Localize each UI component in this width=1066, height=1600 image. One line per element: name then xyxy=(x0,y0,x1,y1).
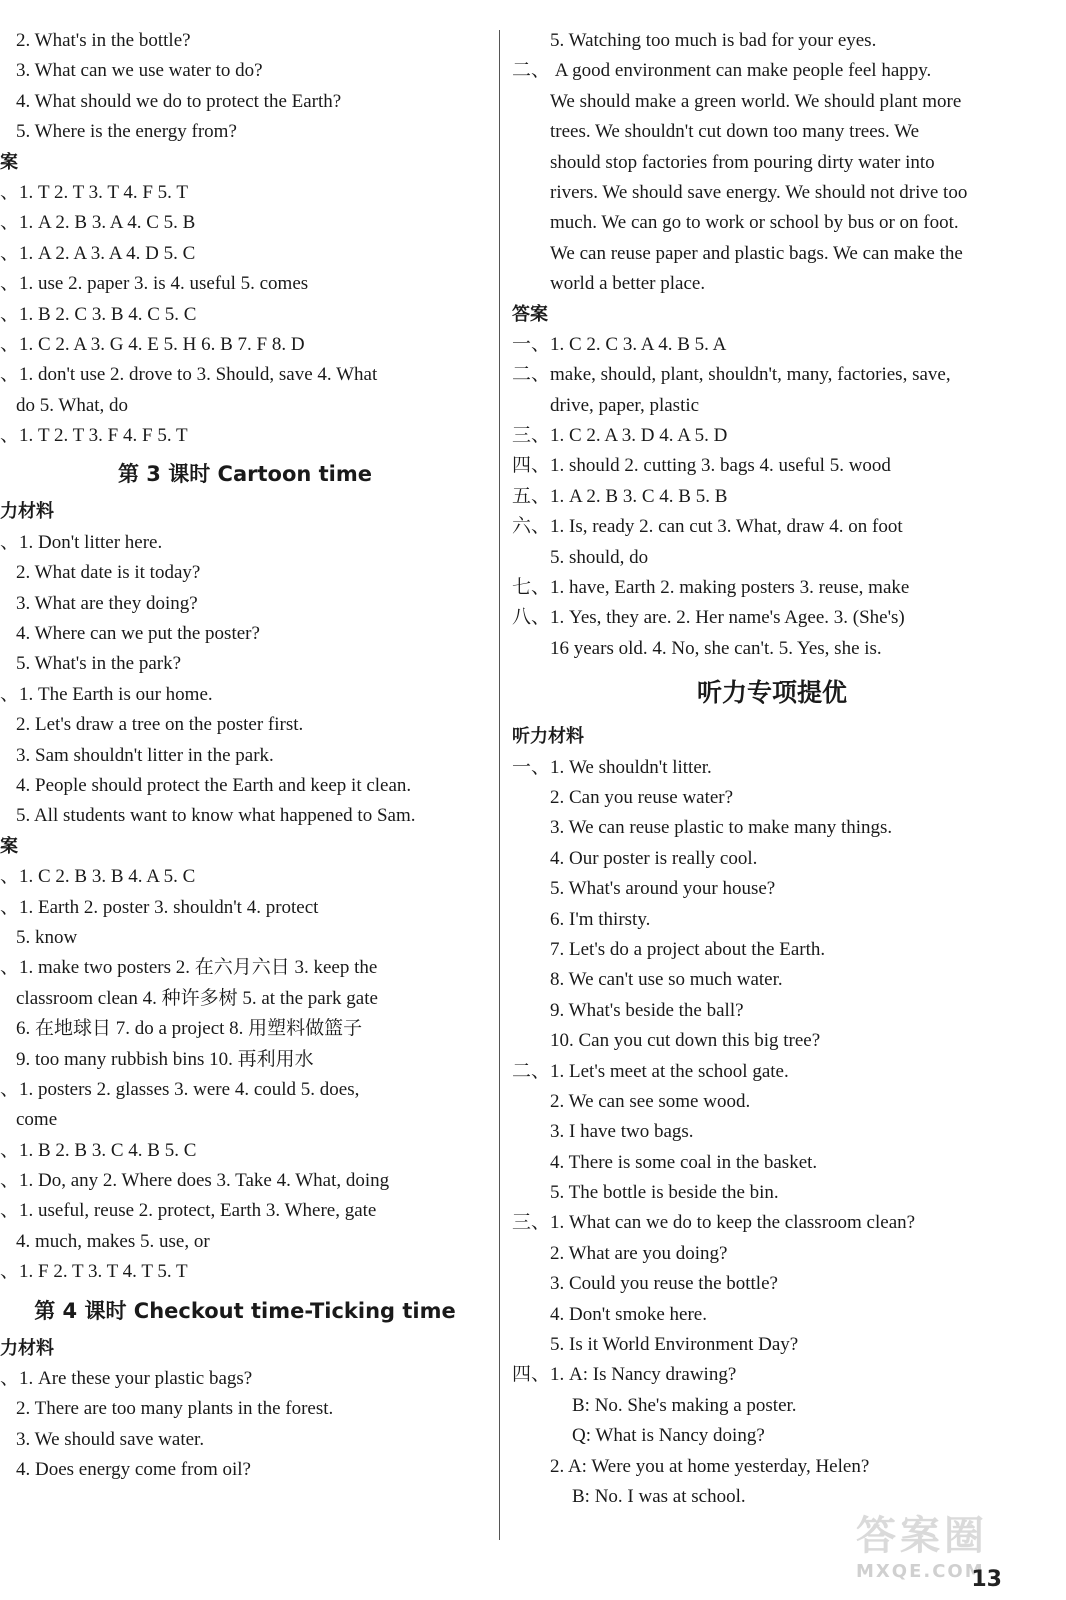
text-line: 5. The bottle is beside the bin. xyxy=(550,1182,779,1204)
text-line: 、1. make two posters 2. 在六月六日 3. keep the xyxy=(0,957,378,979)
watermark-url: MXQE.COM xyxy=(856,1561,985,1582)
section-heading: 答案 xyxy=(512,303,548,325)
column-divider xyxy=(499,30,500,1540)
text-line: 3. Sam shouldn't litter in the park. xyxy=(16,744,274,766)
text-line: 3. What can we use water to do? xyxy=(16,60,263,82)
text-line: 二、make, should, plant, shouldn't, many, factories, save, xyxy=(512,364,951,386)
text-line: 9. too many rubbish bins 10. 再利用水 xyxy=(16,1048,314,1070)
text-line: 、1. B 2. C 3. B 4. C 5. C xyxy=(0,303,197,325)
text-line: 、1. B 2. B 3. C 4. B 5. C xyxy=(0,1139,197,1161)
text-line: 10. Can you cut down this big tree? xyxy=(550,1030,821,1052)
text-line: 9. What's beside the ball? xyxy=(550,999,744,1021)
text-line: We can reuse paper and plastic bags. We can make the xyxy=(550,242,963,264)
text-line: 、1. Do, any 2. Where does 3. Take 4. What, doing xyxy=(0,1170,390,1192)
right-column xyxy=(512,26,1032,1512)
text-line: 二、1. Let's meet at the school gate. xyxy=(512,1060,789,1082)
text-line: 2. There are too many plants in the forest. xyxy=(16,1398,334,1420)
text-line: 8. We can't use so much water. xyxy=(550,969,783,991)
watermark-logo: 答案圈 xyxy=(856,1513,988,1559)
text-line: 、1. Don't litter here. xyxy=(0,531,163,553)
text-line: 、1. A 2. A 3. A 4. D 5. C xyxy=(0,242,196,264)
text-line: 3. Could you reuse the bottle? xyxy=(550,1273,778,1295)
text-line: 2. What's in the bottle? xyxy=(16,30,191,51)
text-line: 、1. Earth 2. poster 3. shouldn't 4. protect xyxy=(0,896,319,918)
text-line: 2. What date is it today? xyxy=(16,562,201,584)
text-line: 一、1. We shouldn't litter. xyxy=(512,756,712,778)
text-line: 4. Don't smoke here. xyxy=(550,1303,707,1325)
text-line: 2. Let's draw a tree on the poster first. xyxy=(16,714,304,736)
section-heading: 力材料 xyxy=(0,501,54,523)
text-line: 五、1. A 2. B 3. C 4. B 5. B xyxy=(512,485,728,507)
text-line: 八、1. Yes, they are. 2. Her name's Agee. 3. (She's) xyxy=(512,607,905,629)
section-title: 听力专项提优 xyxy=(696,678,847,708)
text-line: should stop factories from pouring dirty water into xyxy=(550,151,935,173)
text-line: B: No. She's making a poster. xyxy=(572,1394,797,1416)
text-line: 16 years old. 4. No, she can't. 5. Yes, she is. xyxy=(550,637,882,659)
text-line: 4. Where can we put the poster? xyxy=(16,623,260,645)
section-heading: 力材料 xyxy=(0,1337,54,1359)
text-line: 、1. A 2. B 3. A 4. C 5. B xyxy=(0,212,196,234)
text-line: 5. What's in the park? xyxy=(16,653,182,675)
text-line: 一、1. C 2. C 3. A 4. B 5. A xyxy=(512,333,727,355)
text-line: 、1. Are these your plastic bags? xyxy=(0,1368,253,1390)
watermark xyxy=(856,1504,1056,1594)
section-title: 第 4 课时 Checkout time-Ticking time xyxy=(34,1298,456,1323)
text-line: 6. I'm thirsty. xyxy=(550,908,651,930)
text-line: drive, paper, plastic xyxy=(550,394,700,416)
text-line: 3. What are they doing? xyxy=(16,592,198,614)
text-line: B: No. I was at school. xyxy=(572,1485,746,1507)
page-number: 13 xyxy=(971,1567,1002,1592)
text-line: 、1. C 2. A 3. G 4. E 5. H 6. B 7. F 8. D xyxy=(0,333,305,355)
section-title: 第 3 课时 Cartoon time xyxy=(118,462,372,487)
text-line: 、1. useful, reuse 2. protect, Earth 3. Where, gate xyxy=(0,1200,377,1222)
text-line: 4. What should we do to protect the Earth? xyxy=(16,90,342,112)
text-line: 2. Can you reuse water? xyxy=(550,786,734,808)
section-heading: 案 xyxy=(0,151,18,173)
text-line: 三、1. What can we do to keep the classroom clean? xyxy=(512,1212,916,1234)
text-line: Q: What is Nancy doing? xyxy=(572,1425,765,1447)
text-line: 4. Does energy come from oil? xyxy=(16,1459,251,1481)
left-column xyxy=(0,26,490,1486)
text-line: 2. What are you doing? xyxy=(550,1242,728,1264)
text-line: We should make a green world. We should plant more xyxy=(550,90,962,112)
text-line: 、1. The Earth is our home. xyxy=(0,683,213,705)
text-line: 5. Where is the energy from? xyxy=(16,121,237,143)
text-line: come xyxy=(16,1109,58,1131)
text-line: 4. People should protect the Earth and keep it clean. xyxy=(16,774,412,796)
text-line: 4. Our poster is really cool. xyxy=(550,847,758,869)
text-line: 、1. use 2. paper 3. is 4. useful 5. comes xyxy=(0,273,309,295)
text-line: classroom clean 4. 种许多树 5. at the park gate xyxy=(16,987,378,1009)
text-line: 2. We can see some wood. xyxy=(550,1090,751,1112)
section-heading: 听力材料 xyxy=(512,726,584,748)
text-line: 四、1. A: Is Nancy drawing? xyxy=(512,1364,737,1386)
text-line: 二、 A good environment can make people feel happy. xyxy=(512,60,932,82)
text-line: much. We can go to work or school by bus or on foot. xyxy=(550,212,959,234)
text-line: 5. should, do xyxy=(550,546,649,568)
text-line: 5. What's around your house? xyxy=(550,878,776,900)
text-line: 4. There is some coal in the basket. xyxy=(550,1151,818,1173)
text-line: 4. much, makes 5. use, or xyxy=(16,1230,210,1252)
text-line: 、1. posters 2. glasses 3. were 4. could 5. does, xyxy=(0,1078,360,1100)
text-line: 、1. C 2. B 3. B 4. A 5. C xyxy=(0,866,196,888)
text-line: 3. I have two bags. xyxy=(550,1121,694,1143)
text-line: 3. We can reuse plastic to make many things. xyxy=(550,817,893,839)
text-line: 、1. T 2. T 3. T 4. F 5. T xyxy=(0,181,188,203)
text-line: 三、1. C 2. A 3. D 4. A 5. D xyxy=(512,425,728,447)
text-line: rivers. We should save energy. We should not drive too xyxy=(550,181,968,203)
text-line: 5. Is it World Environment Day? xyxy=(550,1334,799,1356)
text-line: 2. A: Were you at home yesterday, Helen? xyxy=(550,1455,870,1477)
text-line: 六、1. Is, ready 2. can cut 3. What, draw 4. on foot xyxy=(512,516,903,538)
text-line: 四、1. should 2. cutting 3. bags 4. useful 5. wood xyxy=(512,455,891,477)
text-line: 5. All students want to know what happened to Sam. xyxy=(16,805,416,827)
text-line: 、1. T 2. T 3. F 4. F 5. T xyxy=(0,425,188,447)
text-line: 、1. F 2. T 3. T 4. T 5. T xyxy=(0,1261,188,1283)
text-line: 、1. don't use 2. drove to 3. Should, save 4. What xyxy=(0,364,378,386)
text-line: world a better place. xyxy=(550,273,706,295)
section-heading: 案 xyxy=(0,835,18,857)
text-line: 6. 在地球日 7. do a project 8. 用塑料做篮子 xyxy=(16,1018,363,1040)
text-line: 5. know xyxy=(16,926,78,948)
text-line: do 5. What, do xyxy=(16,394,129,416)
text-line: 7. Let's do a project about the Earth. xyxy=(550,938,826,960)
text-line: trees. We shouldn't cut down too many trees. We xyxy=(550,121,920,143)
text-line: 5. Watching too much is bad for your eyes. xyxy=(550,30,877,51)
text-line: 3. We should save water. xyxy=(16,1428,205,1450)
text-line: 七、1. have, Earth 2. making posters 3. reuse, make xyxy=(512,577,910,599)
